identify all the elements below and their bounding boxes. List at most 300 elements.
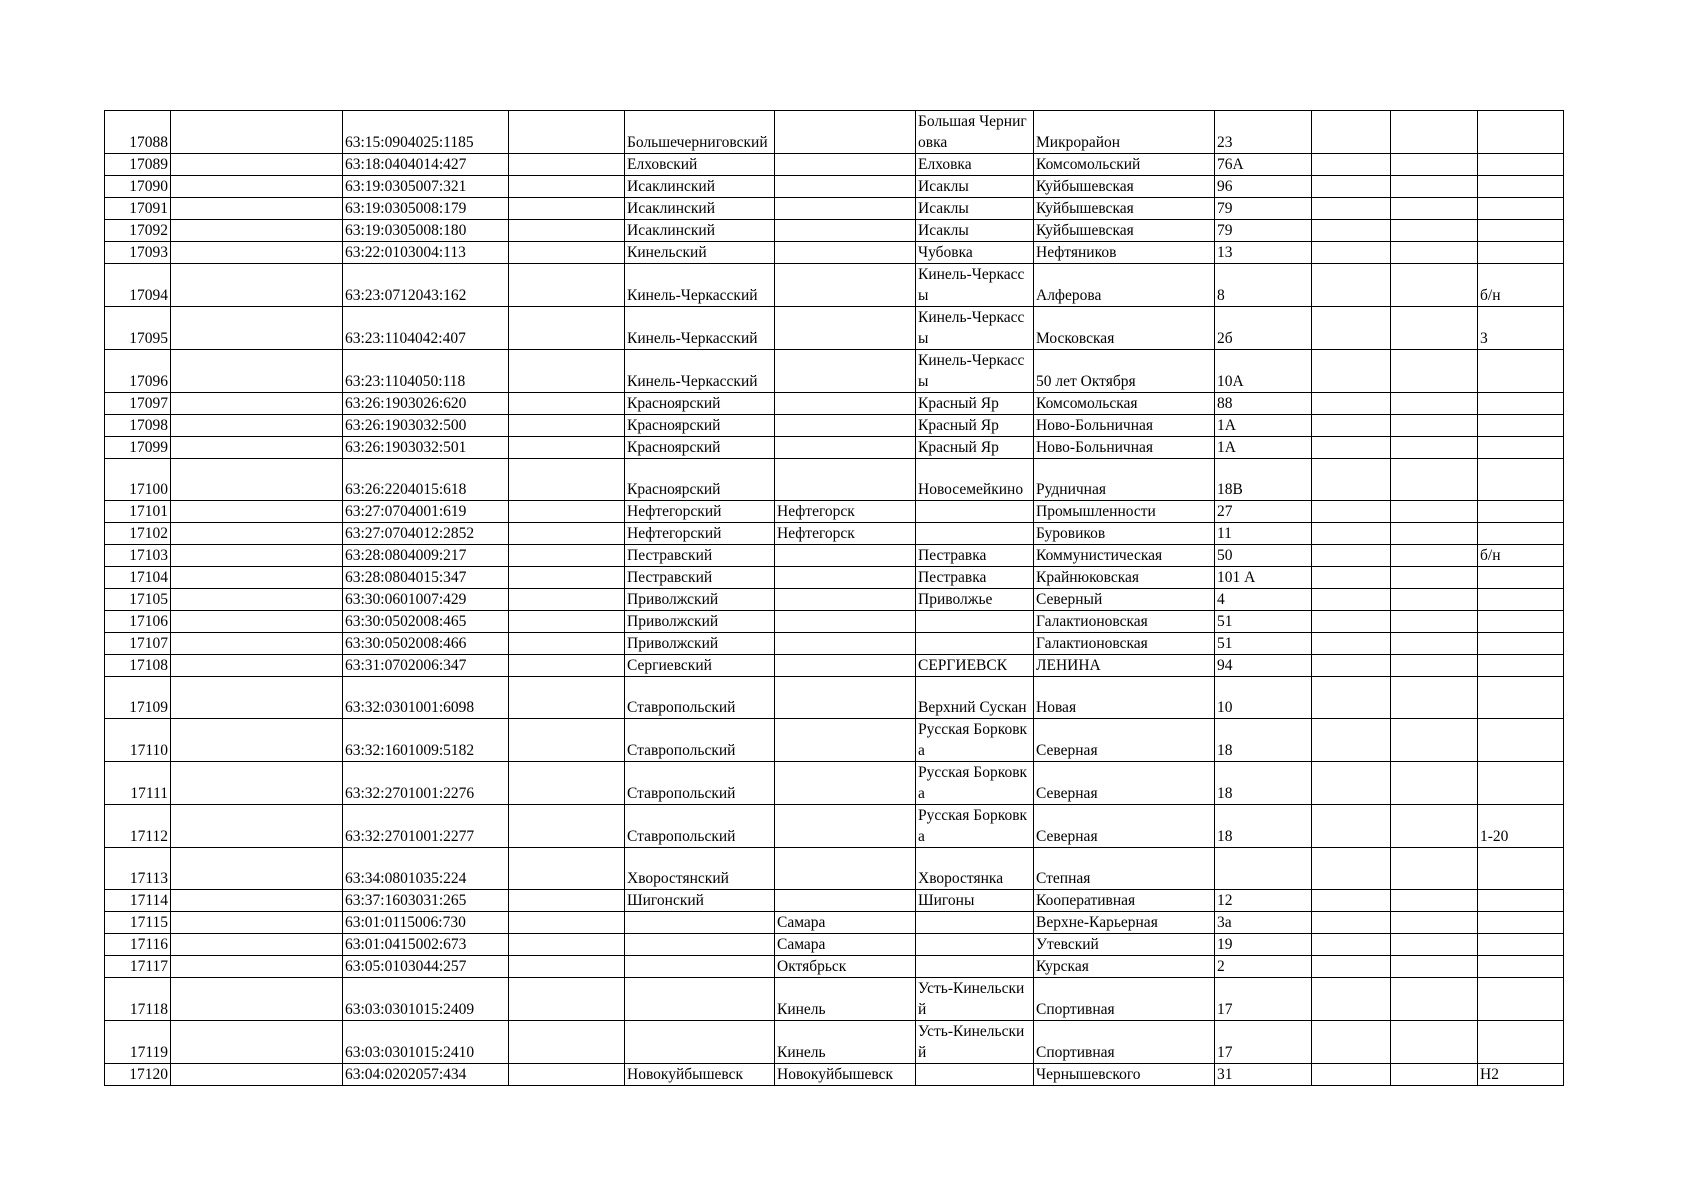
table-row bbox=[105, 611, 1564, 633]
cell-district: Шигонский bbox=[625, 890, 775, 912]
cell-structure bbox=[1391, 978, 1478, 1021]
cell-number: 17108 bbox=[105, 655, 171, 677]
cell-district: Елховский bbox=[625, 154, 775, 176]
cell-house: 13 bbox=[1215, 242, 1312, 264]
cell-city bbox=[775, 307, 916, 350]
cell-district bbox=[625, 978, 775, 1021]
cell-settlement: Большая Черниговка bbox=[916, 111, 1034, 154]
cell-apartment bbox=[1478, 956, 1564, 978]
cell-street: Московская bbox=[1034, 307, 1215, 350]
cell-district: Приволжский bbox=[625, 589, 775, 611]
cell-cadastral-number: 63:26:2204015:618 bbox=[343, 459, 509, 501]
cell-city bbox=[775, 111, 916, 154]
cell-cadastral-number: 63:32:1601009:5182 bbox=[343, 719, 509, 762]
cell-apartment bbox=[1478, 611, 1564, 633]
table-row bbox=[105, 242, 1564, 264]
cell-street: Промышленности bbox=[1034, 501, 1215, 523]
cell-house: 17 bbox=[1215, 1021, 1312, 1064]
cell-house: 19 bbox=[1215, 934, 1312, 956]
cell-empty bbox=[171, 154, 343, 176]
cell-structure bbox=[1391, 567, 1478, 589]
cell-settlement: Кинель-Черкассы bbox=[916, 350, 1034, 393]
cell-empty bbox=[171, 459, 343, 501]
cell-building bbox=[1312, 545, 1391, 567]
cell-empty bbox=[509, 677, 625, 719]
cell-empty bbox=[171, 1021, 343, 1064]
cell-settlement: Верхний Сускан bbox=[916, 677, 1034, 719]
cell-structure bbox=[1391, 350, 1478, 393]
cell-number: 17119 bbox=[105, 1021, 171, 1064]
cell-empty bbox=[509, 805, 625, 848]
cell-empty bbox=[509, 111, 625, 154]
cell-city bbox=[775, 677, 916, 719]
cell-apartment bbox=[1478, 459, 1564, 501]
table-row bbox=[105, 890, 1564, 912]
cell-structure bbox=[1391, 501, 1478, 523]
cell-empty bbox=[509, 415, 625, 437]
cell-apartment bbox=[1478, 912, 1564, 934]
cell-cadastral-number: 63:23:1104042:407 bbox=[343, 307, 509, 350]
cell-settlement bbox=[916, 501, 1034, 523]
cell-structure bbox=[1391, 176, 1478, 198]
cell-number: 17099 bbox=[105, 437, 171, 459]
cell-house: 76А bbox=[1215, 154, 1312, 176]
cell-apartment bbox=[1478, 978, 1564, 1021]
cell-structure bbox=[1391, 459, 1478, 501]
cell-street: Северный bbox=[1034, 589, 1215, 611]
cell-number: 17113 bbox=[105, 848, 171, 890]
cell-apartment: Н2 bbox=[1478, 1064, 1564, 1086]
cell-apartment bbox=[1478, 415, 1564, 437]
cell-empty bbox=[509, 978, 625, 1021]
cell-cadastral-number: 63:18:0404014:427 bbox=[343, 154, 509, 176]
cell-street: Галактионовская bbox=[1034, 611, 1215, 633]
cell-city bbox=[775, 198, 916, 220]
cell-cadastral-number: 63:32:0301001:6098 bbox=[343, 677, 509, 719]
cell-empty bbox=[509, 523, 625, 545]
cell-apartment bbox=[1478, 848, 1564, 890]
cell-district: Приволжский bbox=[625, 633, 775, 655]
cell-empty bbox=[171, 198, 343, 220]
cell-house: 2 bbox=[1215, 956, 1312, 978]
cell-empty bbox=[509, 307, 625, 350]
cell-settlement: Елховка bbox=[916, 154, 1034, 176]
cell-empty bbox=[509, 154, 625, 176]
cell-settlement: Пестравка bbox=[916, 545, 1034, 567]
table-row bbox=[105, 198, 1564, 220]
table-row bbox=[105, 545, 1564, 567]
cell-street: Утевский bbox=[1034, 934, 1215, 956]
cell-cadastral-number: 63:26:1903026:620 bbox=[343, 393, 509, 415]
cell-number: 17102 bbox=[105, 523, 171, 545]
cell-district: Ставропольский bbox=[625, 677, 775, 719]
table-row bbox=[105, 762, 1564, 805]
cell-building bbox=[1312, 393, 1391, 415]
cell-street: Алферова bbox=[1034, 264, 1215, 307]
cell-building bbox=[1312, 350, 1391, 393]
cell-building bbox=[1312, 655, 1391, 677]
cell-district: Красноярский bbox=[625, 393, 775, 415]
table-row bbox=[105, 501, 1564, 523]
cell-empty bbox=[509, 890, 625, 912]
cell-house: 31 bbox=[1215, 1064, 1312, 1086]
cell-district: Красноярский bbox=[625, 415, 775, 437]
table-row bbox=[105, 567, 1564, 589]
cell-number: 17095 bbox=[105, 307, 171, 350]
table-row bbox=[105, 1021, 1564, 1064]
cell-building bbox=[1312, 523, 1391, 545]
cell-settlement: Приволжье bbox=[916, 589, 1034, 611]
cell-house: 2б bbox=[1215, 307, 1312, 350]
cell-settlement: Пестравка bbox=[916, 567, 1034, 589]
cell-empty bbox=[509, 350, 625, 393]
cell-building bbox=[1312, 501, 1391, 523]
cell-house: 79 bbox=[1215, 198, 1312, 220]
cell-building bbox=[1312, 307, 1391, 350]
cell-apartment bbox=[1478, 154, 1564, 176]
cell-building bbox=[1312, 890, 1391, 912]
cell-street: Буровиков bbox=[1034, 523, 1215, 545]
cell-number: 17093 bbox=[105, 242, 171, 264]
cell-structure bbox=[1391, 611, 1478, 633]
cell-empty bbox=[171, 934, 343, 956]
table-row bbox=[105, 264, 1564, 307]
cell-settlement bbox=[916, 934, 1034, 956]
cell-structure bbox=[1391, 934, 1478, 956]
cell-empty bbox=[509, 719, 625, 762]
cell-settlement: Кинель-Черкассы bbox=[916, 264, 1034, 307]
cell-street: Комсомольская bbox=[1034, 393, 1215, 415]
cell-cadastral-number: 63:22:0103004:113 bbox=[343, 242, 509, 264]
cell-city: Кинель bbox=[775, 978, 916, 1021]
cell-settlement: Исаклы bbox=[916, 176, 1034, 198]
cell-city bbox=[775, 242, 916, 264]
cell-building bbox=[1312, 848, 1391, 890]
cell-building bbox=[1312, 934, 1391, 956]
cell-city bbox=[775, 805, 916, 848]
cell-empty bbox=[509, 912, 625, 934]
cell-number: 17111 bbox=[105, 762, 171, 805]
cell-number: 17105 bbox=[105, 589, 171, 611]
cell-structure bbox=[1391, 198, 1478, 220]
table-row bbox=[105, 437, 1564, 459]
cell-house: 18 bbox=[1215, 762, 1312, 805]
cell-number: 17103 bbox=[105, 545, 171, 567]
cell-empty bbox=[171, 545, 343, 567]
cell-empty bbox=[509, 956, 625, 978]
cell-house: 96 bbox=[1215, 176, 1312, 198]
cell-structure bbox=[1391, 393, 1478, 415]
cell-city: Самара bbox=[775, 912, 916, 934]
cell-empty bbox=[509, 848, 625, 890]
cell-building bbox=[1312, 242, 1391, 264]
cell-settlement: Кинель-Черкассы bbox=[916, 307, 1034, 350]
cell-city bbox=[775, 545, 916, 567]
cell-apartment bbox=[1478, 350, 1564, 393]
cell-house: 4 bbox=[1215, 589, 1312, 611]
cell-house: 18В bbox=[1215, 459, 1312, 501]
cell-city bbox=[775, 762, 916, 805]
cell-district: Кинель-Черкасский bbox=[625, 307, 775, 350]
cell-apartment: 1-20 bbox=[1478, 805, 1564, 848]
cell-house: 27 bbox=[1215, 501, 1312, 523]
table-row bbox=[105, 176, 1564, 198]
cell-apartment: б/н bbox=[1478, 264, 1564, 307]
cell-number: 17088 bbox=[105, 111, 171, 154]
table-body bbox=[105, 111, 1564, 1086]
cell-empty bbox=[171, 501, 343, 523]
cell-building bbox=[1312, 719, 1391, 762]
cell-city bbox=[775, 655, 916, 677]
cell-settlement: Русская Борковка bbox=[916, 762, 1034, 805]
cell-district: Пестравский bbox=[625, 545, 775, 567]
cell-district: Хворостянский bbox=[625, 848, 775, 890]
cell-district: Красноярский bbox=[625, 437, 775, 459]
cell-street: Степная bbox=[1034, 848, 1215, 890]
cell-empty bbox=[171, 220, 343, 242]
cell-district: Кинельский bbox=[625, 242, 775, 264]
cell-empty bbox=[171, 1064, 343, 1086]
table-row bbox=[105, 523, 1564, 545]
cell-structure bbox=[1391, 307, 1478, 350]
cell-number: 17106 bbox=[105, 611, 171, 633]
cell-apartment bbox=[1478, 655, 1564, 677]
cell-city: Самара bbox=[775, 934, 916, 956]
cell-cadastral-number: 63:19:0305008:180 bbox=[343, 220, 509, 242]
cell-settlement: Красный Яр bbox=[916, 437, 1034, 459]
cell-street: Спортивная bbox=[1034, 978, 1215, 1021]
cell-empty bbox=[171, 437, 343, 459]
table-row bbox=[105, 350, 1564, 393]
cell-city bbox=[775, 633, 916, 655]
cell-house: 94 bbox=[1215, 655, 1312, 677]
table-row bbox=[105, 677, 1564, 719]
cell-district: Исаклинский bbox=[625, 176, 775, 198]
cell-settlement: Русская Борковка bbox=[916, 719, 1034, 762]
cell-building bbox=[1312, 415, 1391, 437]
cell-building bbox=[1312, 111, 1391, 154]
cell-empty bbox=[509, 611, 625, 633]
cell-empty bbox=[509, 1064, 625, 1086]
cell-settlement: Красный Яр bbox=[916, 393, 1034, 415]
table-row bbox=[105, 956, 1564, 978]
cell-structure bbox=[1391, 956, 1478, 978]
cell-empty bbox=[171, 264, 343, 307]
cell-city bbox=[775, 611, 916, 633]
cell-number: 17109 bbox=[105, 677, 171, 719]
cell-empty bbox=[171, 677, 343, 719]
cell-structure bbox=[1391, 1064, 1478, 1086]
cell-house: 17 bbox=[1215, 978, 1312, 1021]
cell-empty bbox=[171, 393, 343, 415]
cell-number: 17112 bbox=[105, 805, 171, 848]
cell-empty bbox=[509, 459, 625, 501]
cell-apartment bbox=[1478, 220, 1564, 242]
cell-cadastral-number: 63:23:1104050:118 bbox=[343, 350, 509, 393]
cell-structure bbox=[1391, 264, 1478, 307]
cell-number: 17089 bbox=[105, 154, 171, 176]
cell-cadastral-number: 63:30:0502008:465 bbox=[343, 611, 509, 633]
table-row bbox=[105, 848, 1564, 890]
cell-street: Ново-Больничная bbox=[1034, 437, 1215, 459]
cell-city: Октябрьск bbox=[775, 956, 916, 978]
cell-structure bbox=[1391, 220, 1478, 242]
cell-settlement: Шигоны bbox=[916, 890, 1034, 912]
cell-building bbox=[1312, 633, 1391, 655]
cell-street: Коммунистическая bbox=[1034, 545, 1215, 567]
cell-empty bbox=[509, 501, 625, 523]
cell-city bbox=[775, 176, 916, 198]
cell-empty bbox=[509, 393, 625, 415]
cell-district: Пестравский bbox=[625, 567, 775, 589]
cell-cadastral-number: 63:19:0305007:321 bbox=[343, 176, 509, 198]
cell-house bbox=[1215, 848, 1312, 890]
cell-house: 18 bbox=[1215, 719, 1312, 762]
cell-apartment bbox=[1478, 567, 1564, 589]
cell-cadastral-number: 63:30:0601007:429 bbox=[343, 589, 509, 611]
cell-apartment bbox=[1478, 176, 1564, 198]
cell-cadastral-number: 63:27:0704012:2852 bbox=[343, 523, 509, 545]
cell-city bbox=[775, 350, 916, 393]
cell-empty bbox=[171, 307, 343, 350]
cell-settlement: Новосемейкино bbox=[916, 459, 1034, 501]
cell-empty bbox=[509, 545, 625, 567]
cell-number: 17097 bbox=[105, 393, 171, 415]
cell-house: 1А bbox=[1215, 437, 1312, 459]
cell-settlement: Красный Яр bbox=[916, 415, 1034, 437]
cell-structure bbox=[1391, 242, 1478, 264]
cell-settlement bbox=[916, 1064, 1034, 1086]
cell-street: Куйбышевская bbox=[1034, 176, 1215, 198]
cell-settlement bbox=[916, 633, 1034, 655]
cell-district bbox=[625, 934, 775, 956]
cell-cadastral-number: 63:31:0702006:347 bbox=[343, 655, 509, 677]
cell-house: 51 bbox=[1215, 633, 1312, 655]
cell-empty bbox=[509, 220, 625, 242]
cell-apartment bbox=[1478, 719, 1564, 762]
cell-empty bbox=[171, 956, 343, 978]
cell-empty bbox=[171, 523, 343, 545]
cell-building bbox=[1312, 459, 1391, 501]
cell-empty bbox=[509, 655, 625, 677]
table-row bbox=[105, 934, 1564, 956]
cell-street: Нефтяников bbox=[1034, 242, 1215, 264]
cell-house: 23 bbox=[1215, 111, 1312, 154]
cell-street: Новая bbox=[1034, 677, 1215, 719]
cell-district: Ставропольский bbox=[625, 762, 775, 805]
cell-house: 8 bbox=[1215, 264, 1312, 307]
cell-empty bbox=[171, 350, 343, 393]
cell-cadastral-number: 63:03:0301015:2409 bbox=[343, 978, 509, 1021]
cell-district: Исаклинский bbox=[625, 220, 775, 242]
table-row bbox=[105, 655, 1564, 677]
cell-street: Кооперативная bbox=[1034, 890, 1215, 912]
cell-number: 17091 bbox=[105, 198, 171, 220]
cell-empty bbox=[171, 848, 343, 890]
cell-number: 17116 bbox=[105, 934, 171, 956]
cell-house: 51 bbox=[1215, 611, 1312, 633]
cell-number: 17090 bbox=[105, 176, 171, 198]
cell-city bbox=[775, 220, 916, 242]
cell-city bbox=[775, 719, 916, 762]
cell-structure bbox=[1391, 154, 1478, 176]
cell-district: Нефтегорский bbox=[625, 501, 775, 523]
cell-house: 3а bbox=[1215, 912, 1312, 934]
cell-empty bbox=[509, 437, 625, 459]
cell-empty bbox=[509, 589, 625, 611]
cell-cadastral-number: 63:05:0103044:257 bbox=[343, 956, 509, 978]
cell-number: 17100 bbox=[105, 459, 171, 501]
cell-cadastral-number: 63:26:1903032:500 bbox=[343, 415, 509, 437]
table-row bbox=[105, 154, 1564, 176]
cell-street: Чернышевского bbox=[1034, 1064, 1215, 1086]
cell-structure bbox=[1391, 111, 1478, 154]
cell-cadastral-number: 63:01:0115006:730 bbox=[343, 912, 509, 934]
cell-house: 1А bbox=[1215, 415, 1312, 437]
cell-empty bbox=[171, 633, 343, 655]
cell-district: Новокуйбышевск bbox=[625, 1064, 775, 1086]
cell-street: Комсомольский bbox=[1034, 154, 1215, 176]
cell-apartment bbox=[1478, 242, 1564, 264]
cell-empty bbox=[171, 890, 343, 912]
cell-settlement bbox=[916, 611, 1034, 633]
cell-number: 17115 bbox=[105, 912, 171, 934]
cell-city: Новокуйбышевск bbox=[775, 1064, 916, 1086]
table-row bbox=[105, 805, 1564, 848]
cell-street: Северная bbox=[1034, 762, 1215, 805]
cell-building bbox=[1312, 198, 1391, 220]
cell-structure bbox=[1391, 848, 1478, 890]
table-row bbox=[105, 415, 1564, 437]
cell-settlement bbox=[916, 912, 1034, 934]
cell-cadastral-number: 63:32:2701001:2277 bbox=[343, 805, 509, 848]
cell-district bbox=[625, 1021, 775, 1064]
cell-empty bbox=[171, 762, 343, 805]
cell-district: Ставропольский bbox=[625, 805, 775, 848]
address-register-table bbox=[104, 110, 1564, 1086]
cell-apartment: б/н bbox=[1478, 545, 1564, 567]
cell-structure bbox=[1391, 762, 1478, 805]
cell-empty bbox=[171, 912, 343, 934]
cell-city bbox=[775, 459, 916, 501]
cell-cadastral-number: 63:26:1903032:501 bbox=[343, 437, 509, 459]
cell-district: Нефтегорский bbox=[625, 523, 775, 545]
cell-district: Красноярский bbox=[625, 459, 775, 501]
cell-street: ЛЕНИНА bbox=[1034, 655, 1215, 677]
cell-cadastral-number: 63:15:0904025:1185 bbox=[343, 111, 509, 154]
cell-city: Кинель bbox=[775, 1021, 916, 1064]
cell-street: Крайнюковская bbox=[1034, 567, 1215, 589]
cell-cadastral-number: 63:30:0502008:466 bbox=[343, 633, 509, 655]
cell-number: 17118 bbox=[105, 978, 171, 1021]
cell-empty bbox=[509, 633, 625, 655]
cell-empty bbox=[509, 198, 625, 220]
cell-house: 79 bbox=[1215, 220, 1312, 242]
cell-empty bbox=[509, 567, 625, 589]
cell-cadastral-number: 63:03:0301015:2410 bbox=[343, 1021, 509, 1064]
cell-empty bbox=[171, 176, 343, 198]
cell-structure bbox=[1391, 677, 1478, 719]
cell-street: Ново-Больничная bbox=[1034, 415, 1215, 437]
table-row bbox=[105, 393, 1564, 415]
cell-number: 17107 bbox=[105, 633, 171, 655]
cell-building bbox=[1312, 805, 1391, 848]
cell-house: 18 bbox=[1215, 805, 1312, 848]
table-row bbox=[105, 459, 1564, 501]
cell-building bbox=[1312, 264, 1391, 307]
cell-number: 17096 bbox=[105, 350, 171, 393]
cell-street: Куйбышевская bbox=[1034, 220, 1215, 242]
